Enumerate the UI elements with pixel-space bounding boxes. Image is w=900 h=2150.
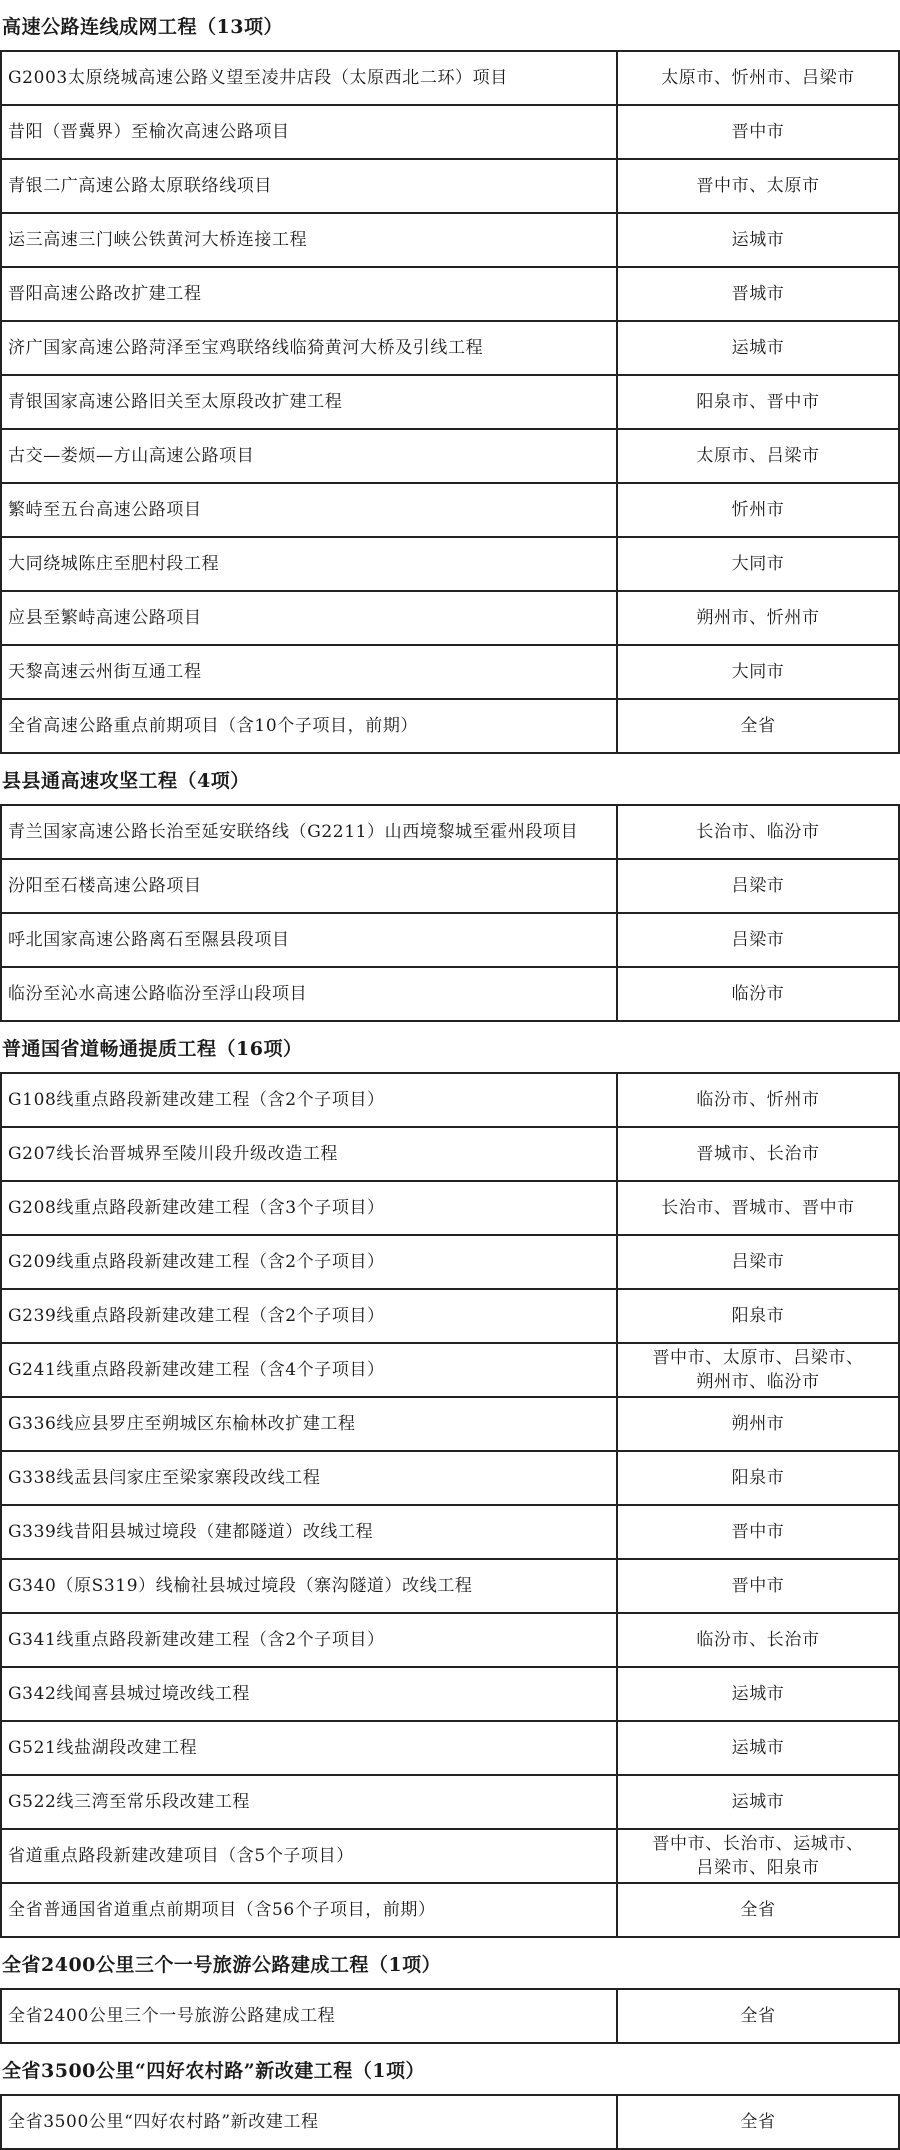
project-name-cell: 全省3500公里“四好农村路”新改建工程 — [0, 2096, 618, 2148]
region-line: 晋城市、长治市 — [696, 1144, 820, 1164]
region-cell — [618, 484, 900, 536]
table-row — [0, 1830, 900, 1884]
table-row — [0, 646, 900, 700]
region-line: 朔州市、忻州市 — [696, 608, 820, 628]
table-row — [0, 700, 900, 754]
project-name-cell: G521线盐湖段改建工程 — [0, 1722, 618, 1774]
section-header: 县县通高速攻坚工程（4项） — [0, 754, 900, 806]
region-line: 全省 — [740, 2006, 776, 2026]
table-row — [0, 592, 900, 646]
region-cell — [618, 1884, 900, 1936]
table-row — [0, 806, 900, 860]
project-name-cell: G241线重点路段新建改建工程（含4个子项目） — [0, 1344, 618, 1396]
region-cell — [618, 1290, 900, 1342]
region-cell — [618, 1452, 900, 1504]
region-cell — [618, 700, 900, 752]
table-row — [0, 106, 900, 160]
table-row — [0, 538, 900, 592]
project-name-cell: G339线昔阳县城过境段（建都隧道）改线工程 — [0, 1506, 618, 1558]
region-line: 临汾市、忻州市 — [696, 1090, 820, 1110]
table-row — [0, 52, 900, 106]
region-cell — [618, 1128, 900, 1180]
project-name-cell: 全省普通国省道重点前期项目（含56个子项目，前期） — [0, 1884, 618, 1936]
table-row — [0, 914, 900, 968]
project-name-cell: 昔阳（晋冀界）至榆次高速公路项目 — [0, 106, 618, 158]
region-cell — [618, 806, 900, 858]
project-name-cell: G108线重点路段新建改建工程（含2个子项目） — [0, 1074, 618, 1126]
project-name-cell: 呼北国家高速公路离石至隰县段项目 — [0, 914, 618, 966]
region-line: 阳泉市、晋中市 — [696, 392, 820, 412]
region-cell — [618, 1344, 900, 1396]
project-name-cell: 临汾至沁水高速公路临汾至浮山段项目 — [0, 968, 618, 1020]
project-name-cell: 青兰国家高速公路长治至延安联络线（G2211）山西境黎城至霍州段项目 — [0, 806, 618, 858]
region-line: 运城市 — [731, 1738, 785, 1758]
region-cell — [618, 1722, 900, 1774]
project-name-cell: 古交—娄烦—方山高速公路项目 — [0, 430, 618, 482]
table-row — [0, 1506, 900, 1560]
region-line: 长治市、晋城市、晋中市 — [661, 1198, 855, 1218]
project-name-cell: 天黎高速云州街互通工程 — [0, 646, 618, 698]
region-line: 吕梁市 — [731, 876, 785, 896]
project-name-cell: G208线重点路段新建改建工程（含3个子项目） — [0, 1182, 618, 1234]
region-cell — [618, 322, 900, 374]
region-cell — [618, 214, 900, 266]
project-name-cell: 晋阳高速公路改扩建工程 — [0, 268, 618, 320]
region-line: 全省 — [740, 716, 776, 736]
project-name-cell: G338线盂县闫家庄至梁家寨段改线工程 — [0, 1452, 618, 1504]
project-name-cell: G340（原S319）线榆社县城过境段（寨沟隧道）改线工程 — [0, 1560, 618, 1612]
region-line: 临汾市、长治市 — [696, 1630, 820, 1650]
region-line: 阳泉市 — [731, 1306, 785, 1326]
table-row — [0, 376, 900, 430]
region-line: 大同市 — [731, 554, 785, 574]
region-cell — [618, 1776, 900, 1828]
project-name-cell: 汾阳至石楼高速公路项目 — [0, 860, 618, 912]
region-cell — [618, 376, 900, 428]
region-cell — [618, 646, 900, 698]
table-row — [0, 1560, 900, 1614]
project-name-cell: G342线闻喜县城过境改线工程 — [0, 1668, 618, 1720]
table-row — [0, 1614, 900, 1668]
table-row — [0, 2096, 900, 2150]
region-cell — [618, 592, 900, 644]
project-name-cell: G341线重点路段新建改建工程（含2个子项目） — [0, 1614, 618, 1666]
region-cell — [618, 1236, 900, 1288]
section-header: 全省3500公里“四好农村路”新改建工程（1项） — [0, 2044, 900, 2096]
project-name-cell: G522线三湾至常乐段改建工程 — [0, 1776, 618, 1828]
region-line: 朔州市 — [731, 1414, 785, 1434]
project-name-cell: 运三高速三门峡公铁黄河大桥连接工程 — [0, 214, 618, 266]
region-cell — [618, 914, 900, 966]
region-line: 全省 — [740, 1900, 776, 1920]
table-row — [0, 860, 900, 914]
region-line: 吕梁市 — [731, 1252, 785, 1272]
region-cell — [618, 1668, 900, 1720]
region-line: 运城市 — [731, 230, 785, 250]
table-row — [0, 1668, 900, 1722]
table-row — [0, 1182, 900, 1236]
project-name-cell: 大同绕城陈庄至肥村段工程 — [0, 538, 618, 590]
section-header: 高速公路连线成网工程（13项） — [0, 0, 900, 52]
project-name-cell: 青银二广高速公路太原联络线项目 — [0, 160, 618, 212]
table-row — [0, 1884, 900, 1938]
region-line: 晋城市 — [731, 284, 785, 304]
region-line: 朔州市、临汾市 — [696, 1372, 820, 1392]
region-line: 吕梁市 — [731, 930, 785, 950]
region-cell — [618, 106, 900, 158]
project-name-cell: G207线长治晋城界至陵川段升级改造工程 — [0, 1128, 618, 1180]
project-name-cell: G239线重点路段新建改建工程（含2个子项目） — [0, 1290, 618, 1342]
project-name-cell: 青银国家高速公路旧关至太原段改扩建工程 — [0, 376, 618, 428]
region-cell — [618, 160, 900, 212]
region-line: 运城市 — [731, 338, 785, 358]
project-name-cell: 济广国家高速公路菏泽至宝鸡联络线临猗黄河大桥及引线工程 — [0, 322, 618, 374]
region-cell — [618, 1614, 900, 1666]
table-row — [0, 484, 900, 538]
table-row — [0, 1722, 900, 1776]
region-cell — [618, 968, 900, 1020]
table-row — [0, 214, 900, 268]
region-line: 晋中市 — [731, 1522, 785, 1542]
region-line: 阳泉市 — [731, 1468, 785, 1488]
region-cell — [618, 1506, 900, 1558]
table-row — [0, 160, 900, 214]
section-header: 全省2400公里三个一号旅游公路建成工程（1项） — [0, 1938, 900, 1990]
table-row — [0, 1074, 900, 1128]
region-cell — [618, 1990, 900, 2042]
project-name-cell: G209线重点路段新建改建工程（含2个子项目） — [0, 1236, 618, 1288]
project-name-cell: G336线应县罗庄至朔城区东榆林改扩建工程 — [0, 1398, 618, 1450]
table-row — [0, 1398, 900, 1452]
region-line: 晋中市 — [731, 122, 785, 142]
project-name-cell: 全省2400公里三个一号旅游公路建成工程 — [0, 1990, 618, 2042]
region-line: 晋中市、太原市 — [696, 176, 820, 196]
region-cell — [618, 1398, 900, 1450]
region-cell — [618, 1560, 900, 1612]
region-cell — [618, 538, 900, 590]
region-line: 太原市、忻州市、吕梁市 — [661, 68, 855, 88]
region-line: 太原市、吕梁市 — [696, 446, 820, 466]
table-row — [0, 968, 900, 1022]
region-line: 吕梁市、阳泉市 — [696, 1858, 820, 1878]
table-row — [0, 1776, 900, 1830]
table-row — [0, 1990, 900, 2044]
project-name-cell: 省道重点路段新建改建项目（含5个子项目） — [0, 1830, 618, 1882]
table-row — [0, 430, 900, 484]
table-row — [0, 322, 900, 376]
region-line: 大同市 — [731, 662, 785, 682]
region-cell — [618, 268, 900, 320]
project-name-cell: G2003太原绕城高速公路义望至凌井店段（太原西北二环）项目 — [0, 52, 618, 104]
region-line: 全省 — [740, 2112, 776, 2132]
region-cell — [618, 1830, 900, 1882]
project-name-cell: 应县至繁峙高速公路项目 — [0, 592, 618, 644]
region-line: 运城市 — [731, 1792, 785, 1812]
table-row — [0, 268, 900, 322]
table-row — [0, 1290, 900, 1344]
region-line: 忻州市 — [731, 500, 785, 520]
table-row — [0, 1344, 900, 1398]
table-row — [0, 1128, 900, 1182]
region-cell — [618, 430, 900, 482]
region-line: 长治市、临汾市 — [696, 822, 820, 842]
region-cell — [618, 1074, 900, 1126]
region-line: 临汾市 — [731, 984, 785, 1004]
section-header: 普通国省道畅通提质工程（16项） — [0, 1022, 900, 1074]
region-line: 运城市 — [731, 1684, 785, 1704]
table-row — [0, 1452, 900, 1506]
region-line: 晋中市 — [731, 1576, 785, 1596]
project-name-cell: 全省高速公路重点前期项目（含10个子项目，前期） — [0, 700, 618, 752]
table-row — [0, 1236, 900, 1290]
region-cell — [618, 2096, 900, 2148]
region-line: 晋中市、长治市、运城市、 — [652, 1834, 864, 1854]
region-cell — [618, 860, 900, 912]
region-line: 晋中市、太原市、吕梁市、 — [652, 1348, 864, 1368]
project-name-cell: 繁峙至五台高速公路项目 — [0, 484, 618, 536]
region-cell — [618, 52, 900, 104]
region-cell — [618, 1182, 900, 1234]
